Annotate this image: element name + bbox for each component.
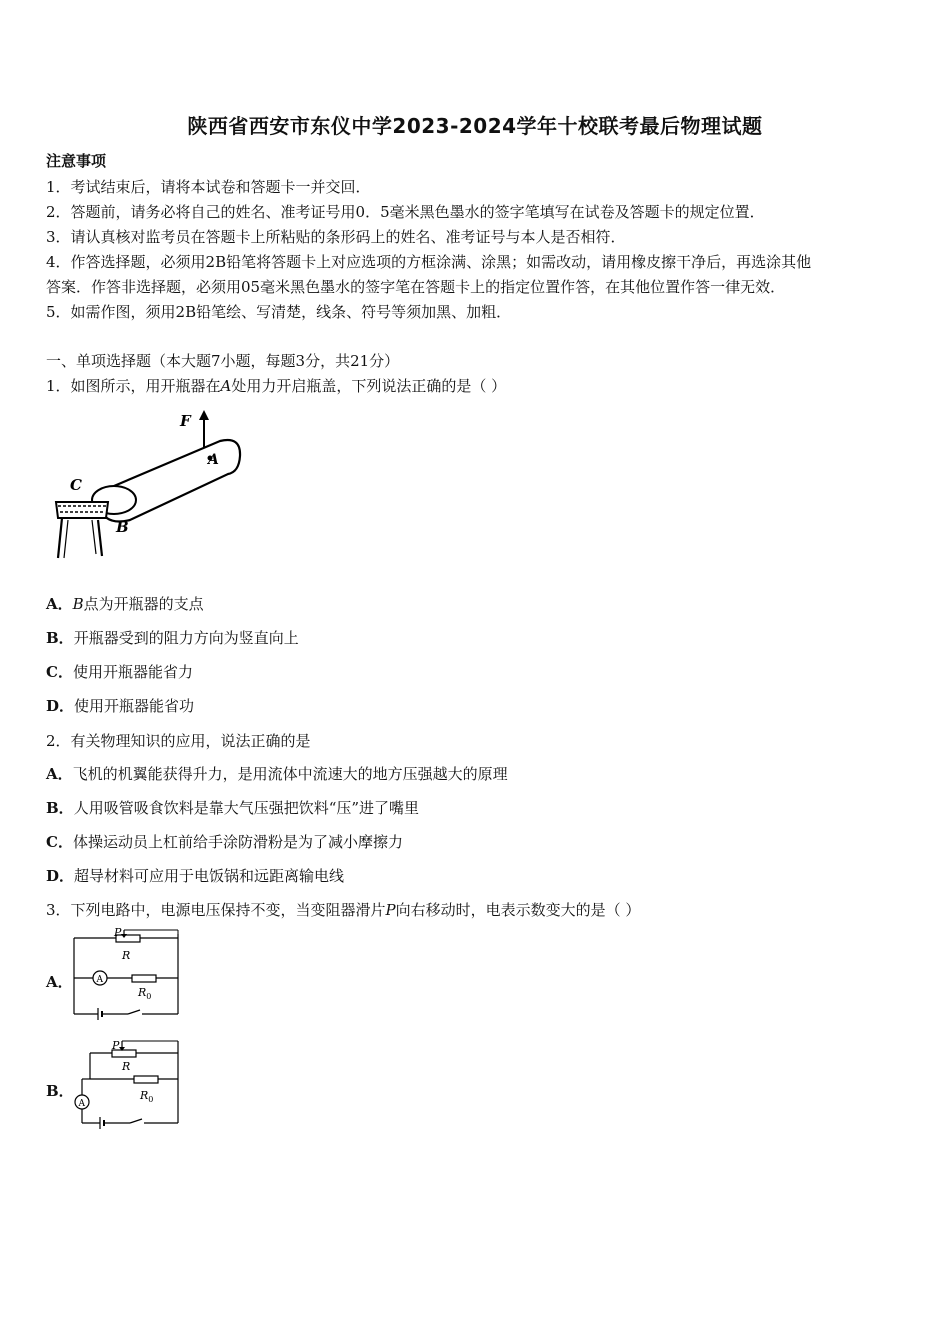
notice-item: 3．请认真核对监考员在答题卡上所粘贴的条形码上的姓名、准考证号与本人是否相符． [46, 228, 626, 246]
section-heading: 一、单项选择题（本大题7小题，每题3分，共21分） [46, 352, 400, 370]
ammeter-label: A [96, 975, 103, 985]
switch [128, 1010, 140, 1014]
q2-option-b: B．人用吸管吸食饮料是靠大气压强把饮料“压”进了嘴里 [46, 799, 420, 817]
q2-option-a: A．飞机的机翼能获得升力，是用流体中流速大的地方压强越大的原理 [46, 765, 508, 783]
label-A: A [208, 452, 219, 468]
q1-option-a: A．B点为开瓶器的支点 [46, 595, 204, 613]
page-title: 陕西省西安市东仪中学2023-2024学年十校联考最后物理试题 [187, 114, 763, 138]
q1-option-c: C．使用开瓶器能省力 [46, 663, 193, 681]
circuit-a-figure [68, 928, 184, 1020]
notice-item: 2．答题前，请务必将自己的姓名、准考证号用0．5毫米黑色墨水的签字笔填写在试卷及答题卡的规定位置． [46, 203, 765, 221]
notice-item: 1．考试结束后，请将本试卷和答题卡一并交回． [46, 178, 371, 196]
q3-option-b-label: B． [46, 1082, 74, 1100]
q2-option-d: D．超导材料可应用于电饭锅和远距离输电线 [46, 867, 345, 885]
bottle-opener-figure [44, 408, 254, 564]
q1-option-d: D．使用开瓶器能省功 [46, 697, 195, 715]
label-R0: $R_0$ [138, 986, 152, 1001]
bottle-cap [56, 502, 108, 518]
question-2-stem: 2．有关物理知识的应用，说法正确的是 [46, 732, 311, 750]
question-1-stem: 1．如图所示，用开瓶器在A处用力开启瓶盖，下列说法正确的是（ ） [46, 377, 507, 395]
label-C: C [70, 476, 82, 494]
bottle-neck-right [98, 520, 102, 556]
notice-heading: 注意事项 [46, 152, 107, 170]
ammeter-label: A [78, 1099, 85, 1109]
circuit-b-figure [68, 1037, 184, 1129]
label-P: P [114, 928, 122, 939]
label-R: R [122, 1060, 131, 1073]
resistor-r0 [134, 1076, 158, 1083]
notice-item: 5．如需作图，须用2B铅笔绘、写清楚，线条、符号等须加黑、加粗． [46, 303, 512, 321]
switch [130, 1119, 142, 1123]
label-R: R [122, 949, 131, 962]
q1-option-b: B．开瓶器受到的阻力方向为竖直向上 [46, 629, 299, 647]
bottle-neck-left [58, 518, 62, 558]
notice-item: 4．作答选择题，必须用2B铅笔将答题卡上对应选项的方框涂满、涂黑；如需改动，请用橡皮擦干净后，再选涂其他 [46, 253, 812, 271]
question-3-stem: 3．下列电路中，电源电压保持不变，当变阻器滑片P向右移动时，电表示数变大的是（ ） [46, 901, 641, 919]
bottle-neck-left-inner [64, 520, 68, 558]
bottle-neck-right-inner [92, 520, 96, 554]
label-R0: $R_0$ [140, 1089, 154, 1104]
label-P: P [112, 1039, 120, 1052]
force-arrowhead [199, 410, 209, 420]
q2-option-c: C．体操运动员上杠前给手涂防滑粉是为了减小摩擦力 [46, 833, 403, 851]
notice-item: 答案．作答非选择题，必须用05毫米黑色墨水的签字笔在答题卡上的指定位置作答，在其他位置作答一律无效． [46, 278, 786, 296]
q3-option-a-label: A． [46, 973, 73, 991]
label-B: B [116, 518, 129, 536]
label-F: F [180, 412, 191, 430]
resistor-r0 [132, 975, 156, 982]
